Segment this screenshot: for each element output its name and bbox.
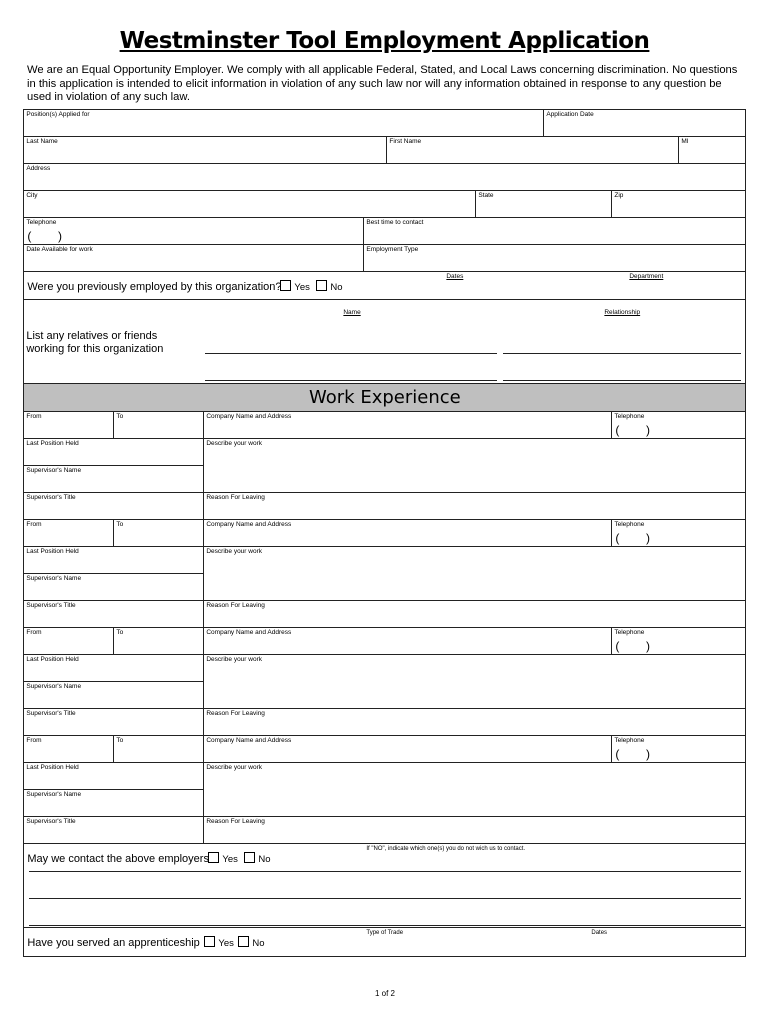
reason-leaving-label: Reason For Leaving bbox=[206, 818, 265, 826]
company-label: Company Name and Address bbox=[206, 737, 292, 745]
company-field[interactable] bbox=[203, 519, 612, 547]
to-label: To bbox=[116, 629, 124, 637]
relatives-name-header: Name bbox=[343, 309, 361, 317]
intro-text: We are an Equal Opportunity Employer. We comply with all applicable Federal, Stated, and Local Laws concerning discrimination. No questions in this application is intended to elicit information in violation of any such law nor will any information obtained in response to any question be used in violation of any such law. bbox=[27, 64, 738, 103]
city-label: City bbox=[26, 192, 38, 200]
employer-telephone-field[interactable] bbox=[611, 735, 746, 763]
address-field[interactable] bbox=[23, 163, 746, 191]
last-position-field[interactable] bbox=[23, 654, 204, 682]
phone-parens: ( ) bbox=[615, 423, 651, 438]
employment-type-field[interactable] bbox=[363, 244, 746, 272]
first-name-field[interactable] bbox=[386, 136, 679, 164]
positions-label: Position(s) Applied for bbox=[26, 111, 90, 119]
employer-telephone-label: Telephone bbox=[614, 413, 645, 421]
to-label: To bbox=[116, 737, 124, 745]
describe-work-field[interactable] bbox=[203, 438, 746, 493]
yes-label: Yes bbox=[294, 282, 310, 294]
from-label: From bbox=[26, 521, 42, 529]
work-experience-heading: Work Experience bbox=[309, 387, 461, 409]
work-experience-header bbox=[23, 383, 746, 412]
telephone-label: Telephone bbox=[26, 219, 57, 227]
last-position-field[interactable] bbox=[23, 762, 204, 790]
employment-type-label: Employment Type bbox=[366, 246, 419, 254]
phone-parens: ( ) bbox=[615, 639, 651, 654]
supervisor-title-field[interactable] bbox=[23, 708, 204, 736]
reason-leaving-field[interactable] bbox=[203, 600, 746, 628]
describe-work-field[interactable] bbox=[203, 546, 746, 601]
first-name-label: First Name bbox=[389, 138, 422, 146]
company-label: Company Name and Address bbox=[206, 629, 292, 637]
to-field[interactable] bbox=[113, 735, 204, 763]
supervisor-title-field[interactable] bbox=[23, 600, 204, 628]
describe-work-label: Describe your work bbox=[206, 548, 262, 556]
address-label: Address bbox=[26, 165, 51, 173]
previous-yes-checkbox[interactable] bbox=[280, 280, 310, 293]
telephone-field[interactable] bbox=[23, 217, 364, 245]
from-field[interactable] bbox=[23, 627, 114, 655]
supervisor-name-label: Supervisor's Name bbox=[26, 791, 82, 799]
reason-leaving-label: Reason For Leaving bbox=[206, 494, 265, 502]
relatives-question: List any relatives or friends working for this organization bbox=[26, 330, 164, 356]
supervisor-title-field[interactable] bbox=[23, 816, 204, 844]
city-field[interactable] bbox=[23, 190, 476, 218]
relatives-relationship-header: Relationship bbox=[604, 309, 641, 317]
from-label: From bbox=[26, 413, 42, 421]
relatives-row bbox=[23, 299, 746, 384]
previous-employment-row bbox=[23, 271, 746, 300]
reason-leaving-field[interactable] bbox=[203, 816, 746, 844]
positions-field[interactable] bbox=[23, 109, 544, 137]
apprenticeship-dates-label: Dates bbox=[591, 930, 608, 937]
employer-telephone-field[interactable] bbox=[611, 411, 746, 439]
to-field[interactable] bbox=[113, 627, 204, 655]
best-time-label: Best time to contact bbox=[366, 219, 424, 227]
date-available-label: Date Available for work bbox=[26, 246, 93, 254]
supervisor-name-field[interactable] bbox=[23, 789, 204, 817]
previous-no-checkbox[interactable] bbox=[316, 280, 342, 293]
describe-work-label: Describe your work bbox=[206, 656, 262, 664]
page-title: Westminster Tool Employment Application bbox=[119, 28, 650, 54]
application-date-field[interactable] bbox=[543, 109, 746, 137]
previous-question: Were you previously employed by this organization? bbox=[27, 281, 282, 294]
to-field[interactable] bbox=[113, 519, 204, 547]
phone-parens: ( ) bbox=[615, 531, 651, 546]
relative-relationship-line-2[interactable] bbox=[503, 380, 741, 381]
employer-telephone-field[interactable] bbox=[611, 627, 746, 655]
last-position-field[interactable] bbox=[23, 546, 204, 574]
page-number: 1 of 2 bbox=[374, 989, 395, 998]
company-field[interactable] bbox=[203, 411, 612, 439]
reason-leaving-label: Reason For Leaving bbox=[206, 602, 265, 610]
describe-work-label: Describe your work bbox=[206, 440, 262, 448]
last-position-label: Last Position Held bbox=[26, 764, 79, 772]
to-label: To bbox=[116, 413, 124, 421]
from-field[interactable] bbox=[23, 411, 114, 439]
last-name-label: Last Name bbox=[26, 138, 58, 146]
contact-line-3[interactable] bbox=[29, 925, 741, 926]
mi-field[interactable] bbox=[678, 136, 746, 164]
company-field[interactable] bbox=[203, 735, 612, 763]
contact-no-checkbox[interactable] bbox=[244, 852, 270, 865]
last-position-field[interactable] bbox=[23, 438, 204, 466]
describe-work-label: Describe your work bbox=[206, 764, 262, 772]
mi-label: MI bbox=[681, 138, 689, 146]
reason-leaving-field[interactable] bbox=[203, 708, 746, 736]
reason-leaving-label: Reason For Leaving bbox=[206, 710, 265, 718]
supervisor-title-label: Supervisor's Title bbox=[26, 710, 76, 718]
relative-name-line-1[interactable] bbox=[205, 353, 497, 354]
department-header: Department bbox=[629, 273, 664, 281]
state-field[interactable] bbox=[475, 190, 612, 218]
from-field[interactable] bbox=[23, 519, 114, 547]
from-label: From bbox=[26, 737, 42, 745]
date-available-field[interactable] bbox=[23, 244, 364, 272]
apprenticeship-no-checkbox[interactable] bbox=[238, 936, 264, 949]
last-position-label: Last Position Held bbox=[26, 440, 79, 448]
supervisor-title-field[interactable] bbox=[23, 492, 204, 520]
company-label: Company Name and Address bbox=[206, 413, 292, 421]
employer-telephone-label: Telephone bbox=[614, 737, 645, 745]
to-label: To bbox=[116, 521, 124, 529]
supervisor-name-label: Supervisor's Name bbox=[26, 467, 82, 475]
contact-line-2[interactable] bbox=[29, 898, 741, 899]
last-position-label: Last Position Held bbox=[26, 548, 79, 556]
supervisor-name-label: Supervisor's Name bbox=[26, 683, 82, 691]
employer-telephone-field[interactable] bbox=[611, 519, 746, 547]
supervisor-title-label: Supervisor's Title bbox=[26, 818, 76, 826]
zip-label: Zip bbox=[614, 192, 624, 200]
supervisor-name-field[interactable] bbox=[23, 573, 204, 601]
state-label: State bbox=[478, 192, 494, 200]
last-position-label: Last Position Held bbox=[26, 656, 79, 664]
no-label: No bbox=[258, 854, 271, 866]
from-field[interactable] bbox=[23, 735, 114, 763]
from-label: From bbox=[26, 629, 42, 637]
no-label: No bbox=[252, 938, 265, 950]
trade-type-label: Type of Trade bbox=[366, 930, 404, 937]
zip-field[interactable] bbox=[611, 190, 746, 218]
supervisor-title-label: Supervisor's Title bbox=[26, 494, 76, 502]
application-date-label: Application Date bbox=[546, 111, 594, 119]
reason-leaving-field[interactable] bbox=[203, 492, 746, 520]
apprenticeship-row bbox=[23, 927, 746, 957]
best-time-field[interactable] bbox=[363, 217, 746, 245]
supervisor-title-label: Supervisor's Title bbox=[26, 602, 76, 610]
describe-work-field[interactable] bbox=[203, 762, 746, 817]
apprenticeship-question: Have you served an apprenticeship bbox=[27, 937, 200, 950]
contact-yes-checkbox[interactable] bbox=[208, 852, 238, 865]
phone-parens: ( ) bbox=[27, 229, 63, 244]
phone-parens: ( ) bbox=[615, 747, 651, 762]
yes-label: Yes bbox=[222, 854, 238, 866]
last-name-field[interactable] bbox=[23, 136, 387, 164]
company-field[interactable] bbox=[203, 627, 612, 655]
contact-question: May we contact the above employers bbox=[27, 853, 209, 866]
employer-telephone-label: Telephone bbox=[614, 629, 645, 637]
relative-relationship-line-1[interactable] bbox=[503, 353, 741, 354]
supervisor-name-label: Supervisor's Name bbox=[26, 575, 82, 583]
company-label: Company Name and Address bbox=[206, 521, 292, 529]
contact-note: If "NO", indicate which one(s) you do not wich us to contact. bbox=[366, 846, 526, 853]
supervisor-name-field[interactable] bbox=[23, 465, 204, 493]
supervisor-name-field[interactable] bbox=[23, 681, 204, 709]
apprenticeship-yes-checkbox[interactable] bbox=[204, 936, 234, 949]
yes-label: Yes bbox=[218, 938, 234, 950]
dates-header: Dates bbox=[446, 273, 464, 281]
to-field[interactable] bbox=[113, 411, 204, 439]
contact-line-1[interactable] bbox=[29, 871, 741, 872]
contact-employers-row bbox=[23, 843, 746, 928]
employer-telephone-label: Telephone bbox=[614, 521, 645, 529]
describe-work-field[interactable] bbox=[203, 654, 746, 709]
relative-name-line-2[interactable] bbox=[205, 380, 497, 381]
no-label: No bbox=[330, 282, 343, 294]
